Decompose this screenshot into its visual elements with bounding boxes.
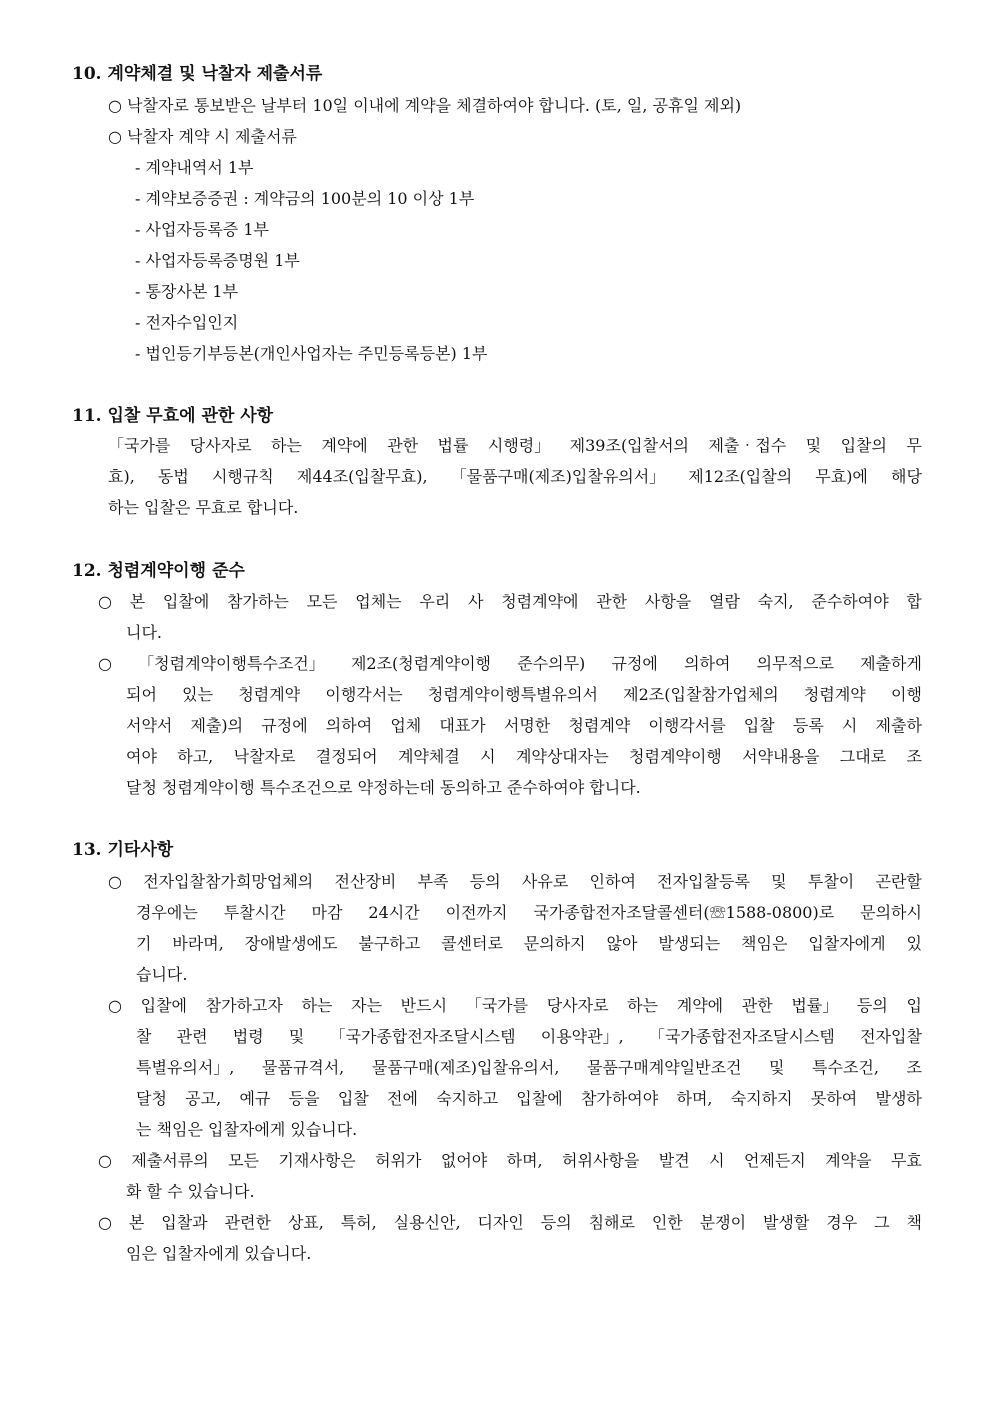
s10-bullet-1: ○ 낙찰자로 통보받은 날부터 10일 이내에 계약을 체결하여야 합니다. (토, 일, 공휴일 제외) [108,96,742,115]
s13-bullet-2-line-3 [136,1058,922,1078]
word: 있 [906,934,922,953]
word: 관한 [387,436,419,455]
s13-bullet-2-line-2 [136,1027,922,1047]
word: 본 [129,592,146,611]
word: 열람 [708,592,740,611]
s13-bullet-1-line-1 [108,872,922,892]
word: 제출)의 [190,716,244,735]
word: 시 [480,747,496,766]
word: 및 [288,1027,305,1046]
word: 숙지하고 [436,1089,499,1108]
word: 물품규격서, [261,1058,345,1077]
word: 본 [128,1213,145,1232]
s10-item-2: - 계약보증증권 : 계약금의 100분의 10 이상 1부 [135,189,475,208]
word: 「청렴계약이행특수조건」 [138,654,325,673]
word: 제출‧접수 [708,436,787,455]
word: 하는 [271,436,302,455]
word: 찰 [136,1027,152,1046]
s13-bullet-2-line-4 [136,1089,922,1109]
section-12-heading: 12. 청렴계약이행 준수 [72,561,245,581]
word: ○ [98,654,112,673]
s12-bullet-2-line-5: 달청 청렴계약이행 특수조건으로 약정하는데 동의하고 준수하여야 합니다. [126,778,641,797]
word: 제2조(입찰참가업체의 [623,685,779,704]
word: 마감 [311,903,343,922]
s13-bullet-4-line-1 [98,1213,922,1233]
section-10-heading: 10. 계약체결 및 낙찰자 제출서류 [72,64,323,84]
word: 입찰자에게 [808,934,886,953]
word: 업체 [390,716,422,735]
word: 곤란할 [875,872,922,891]
word: 있는 [182,685,214,704]
word: 투찰시간 [223,903,286,922]
word: 허위가 [375,1151,422,1170]
s10-item-4: - 사업자등록증명원 1부 [135,251,300,270]
word: 전자입찰참가희망업체의 [143,872,314,891]
s13-bullet-2-line-5: 는 책임은 입찰자에게 있습니다. [136,1120,358,1139]
word: 입찰에 [516,1089,563,1108]
word: 되어 [126,685,157,704]
word: 서약내용을 [742,747,820,766]
word: 달청 [136,1089,167,1108]
word: 침해로 [588,1213,635,1232]
word: 청렴계약 [568,716,631,735]
word: 계약을 [825,1151,872,1170]
word: 및 [769,1058,785,1077]
word: 낙찰자로 [233,747,296,766]
word: 공고, [185,1089,222,1108]
word: 입찰 [337,1089,369,1108]
word: 및 [805,436,822,455]
word: 하는 [627,996,659,1015]
word: 않아 [606,934,638,953]
word: 콜센터로 [441,934,503,953]
s12-bullet-2-line-2 [126,685,922,705]
word: 없어야 [440,1151,488,1170]
word: 의하여 [684,654,731,673]
s11-line-1 [108,436,922,456]
word: 입찰 [743,716,775,735]
word: 전자입찰등록 [657,872,750,891]
s13-bullet-3-line-2: 화 할 수 있습니다. [126,1182,255,1201]
word: 하며, [676,1089,713,1108]
s10-item-7: - 법인등기부등본(개인사업자는 주민등록등본) 1부 [135,344,488,363]
word: 이전까지 [445,903,508,922]
word: 제출하게 [860,654,922,673]
word: 법률」 [791,996,839,1015]
word: 부족 [417,872,449,891]
word: 예규 [239,1089,271,1108]
word: 등의 [856,996,888,1015]
word: 참가하여야 [580,1089,659,1108]
word: 제39조(입찰서의 [569,436,690,455]
word: 조 [906,747,922,766]
s12-bullet-1-line-2: 니다. [126,623,162,642]
word: 계약에 [676,996,724,1015]
word: 물품구매계약일반조건 [586,1058,742,1077]
word: 시행령」 [487,436,551,455]
s11-line-2 [108,467,922,487]
word: 입찰에 [140,996,187,1015]
word: 대표가 [439,716,486,735]
word: 디자인 [477,1213,524,1232]
word: 등을 [288,1089,320,1108]
word: 의하여 [325,716,373,735]
word: 숙지하지 [730,1089,793,1108]
word: 법령 [232,1027,264,1046]
word: 「국가를 [465,996,529,1015]
word: 하며, [506,1151,543,1170]
s11-line-3: 하는 입찰은 무효로 합니다. [108,498,299,517]
word: 관한 [596,592,628,611]
word: ○ [98,1213,112,1232]
word: 발견 [658,1151,690,1170]
word: 모든 [306,592,338,611]
word: 발생되는 [658,934,721,953]
word: 인하여 [589,872,636,891]
word: 제출하 [875,716,922,735]
s10-bullet-2: ○ 낙찰자 계약 시 제출서류 [108,127,297,146]
word: 사유로 [521,872,569,891]
word: 참가하고자 [205,996,283,1015]
word: 자는 [351,996,383,1015]
word: 불구하고 [358,934,421,953]
word: 하는 [301,996,333,1015]
word: 국가종합전자조달콜센터(☏1588-0800)로 [533,903,835,922]
word: 당사자로 [546,996,609,1015]
word: ○ [98,1151,112,1170]
word: 전자입찰 [860,1027,922,1046]
word: 시행규칙 [211,467,274,486]
word: 경우에는 [136,903,198,922]
word: 합 [906,592,922,611]
word: 사 [468,592,484,611]
word: 사항을 [644,592,692,611]
word: 등록 [792,716,824,735]
word: 및 [771,872,787,891]
word: 규정에 [611,654,658,673]
word: 준수하여야 [811,592,889,611]
word: 기재사항은 [278,1151,356,1170]
word: 청렴계약에 [501,592,579,611]
word: 상표, [287,1213,324,1232]
word: 24시간 [368,903,420,922]
word: 전산장비 [334,872,397,891]
s12-bullet-2-line-1 [98,654,922,674]
word: 반드시 [400,996,448,1015]
word: 결정되어 [315,747,378,766]
word: 「국가종합전자조달시스템 [329,1027,516,1046]
word: 제출서류의 [131,1151,209,1170]
word: 이행각서는 [325,685,403,704]
word: 계약체결 [397,747,460,766]
word: 참가하는 [227,592,289,611]
word: 청렴계약 [238,685,301,704]
s13-bullet-1-line-2 [136,903,922,923]
word: 의무적으로 [756,654,834,673]
word: 장애발생에도 [244,934,338,953]
word: 등의 [469,872,501,891]
word: 청렴계약이행 [629,747,722,766]
word: 법률 [437,436,469,455]
word: 우리 [419,592,451,611]
word: 청렴계약 [803,685,866,704]
word: 여야 [126,747,157,766]
word: 발생하 [875,1089,922,1108]
word: 그 [874,1213,890,1232]
word: 투찰이 [807,872,855,891]
word: 특허, [340,1213,377,1232]
word: 인한 [651,1213,683,1232]
s13-bullet-2-line-1 [108,996,922,1016]
s12-bullet-2-line-3 [126,716,922,736]
s13-bullet-4-line-2: 임은 입찰자에게 있습니다. [126,1244,312,1263]
word: 제44조(입찰무효), [296,467,428,486]
s10-item-6: - 전자수입인지 [135,313,239,332]
word: 특별유의서」, [136,1058,235,1077]
word: ○ [108,996,122,1015]
word: ○ [98,592,112,611]
word: 조 [906,1058,922,1077]
word: 경우 [826,1213,858,1232]
word: 문의하시 [860,903,922,922]
word: 청렴계약이행특별유의서 [427,685,598,704]
word: 이행 [890,685,922,704]
word: 실용신안, [393,1213,461,1232]
word: 못하여 [810,1089,858,1108]
word: 「국가를 [108,436,171,455]
word: 바라며, [172,934,224,953]
word: 특수조건, [812,1058,879,1077]
word: 시 [841,716,858,735]
s13-bullet-1-line-3 [136,934,922,954]
s10-item-5: - 통장사본 1부 [135,282,239,301]
word: 무효 [890,1151,922,1170]
word: 기 [136,934,152,953]
word: 전에 [387,1089,418,1108]
word: 입찰과 [161,1213,208,1232]
word: 모든 [228,1151,259,1170]
s13-bullet-3-line-1 [98,1151,922,1171]
word: 해당 [891,467,922,486]
word: 입찰의 [840,436,887,455]
s13-bullet-1-line-4: 습니다. [136,965,188,984]
word: 동법 [157,467,189,486]
word: 문의하지 [523,934,586,953]
word: 그대로 [839,747,887,766]
word: 제12조(입찰의 [688,467,793,486]
word: 물품구매(제조)입찰유의서, [371,1058,560,1077]
word: 이용약관」, [540,1027,624,1046]
s10-item-1: - 계약내역서 1부 [135,158,254,177]
s12-bullet-1-line-1 [98,592,922,612]
s12-bullet-2-line-4 [126,747,922,767]
word: 규정에 [261,716,308,735]
word: 허위사항을 [562,1151,640,1170]
word: 발생할 [762,1213,810,1232]
section-11-heading: 11. 입찰 무효에 관한 사항 [72,406,274,426]
word: 무효)에 [815,467,868,486]
word: 입 [906,996,922,1015]
word: 「물품구매(제조)입찰유의서」 [450,467,666,486]
word: ○ [108,872,122,891]
word: 무 [906,436,922,455]
word: 「국가종합전자조달시스템 [648,1027,835,1046]
word: 관련 [176,1027,208,1046]
word: 관련한 [224,1213,271,1232]
section-13-heading: 13. 기타사항 [72,840,174,860]
word: 계약상대자는 [515,747,609,766]
word: 분쟁이 [699,1213,747,1232]
word: 서명한 [503,716,551,735]
word: 계약에 [321,436,368,455]
word: 당사자로 [189,436,252,455]
word: 준수의무) [517,654,586,673]
word: 업체는 [355,592,402,611]
word: 이행각서를 [648,716,726,735]
word: 언제든지 [743,1151,806,1170]
word: 관한 [741,996,773,1015]
word: 숙지, [757,592,794,611]
word: 시 [709,1151,725,1170]
word: 서약서 [126,716,173,735]
word: 책 [906,1213,922,1232]
word: 하고, [177,747,214,766]
word: 책임은 [741,934,788,953]
word: 입찰에 [162,592,210,611]
word: 효), [108,467,135,486]
word: 등의 [540,1213,572,1232]
s10-item-3: - 사업자등록증 1부 [135,220,269,239]
word: 제2조(청렴계약이행 [350,654,492,673]
